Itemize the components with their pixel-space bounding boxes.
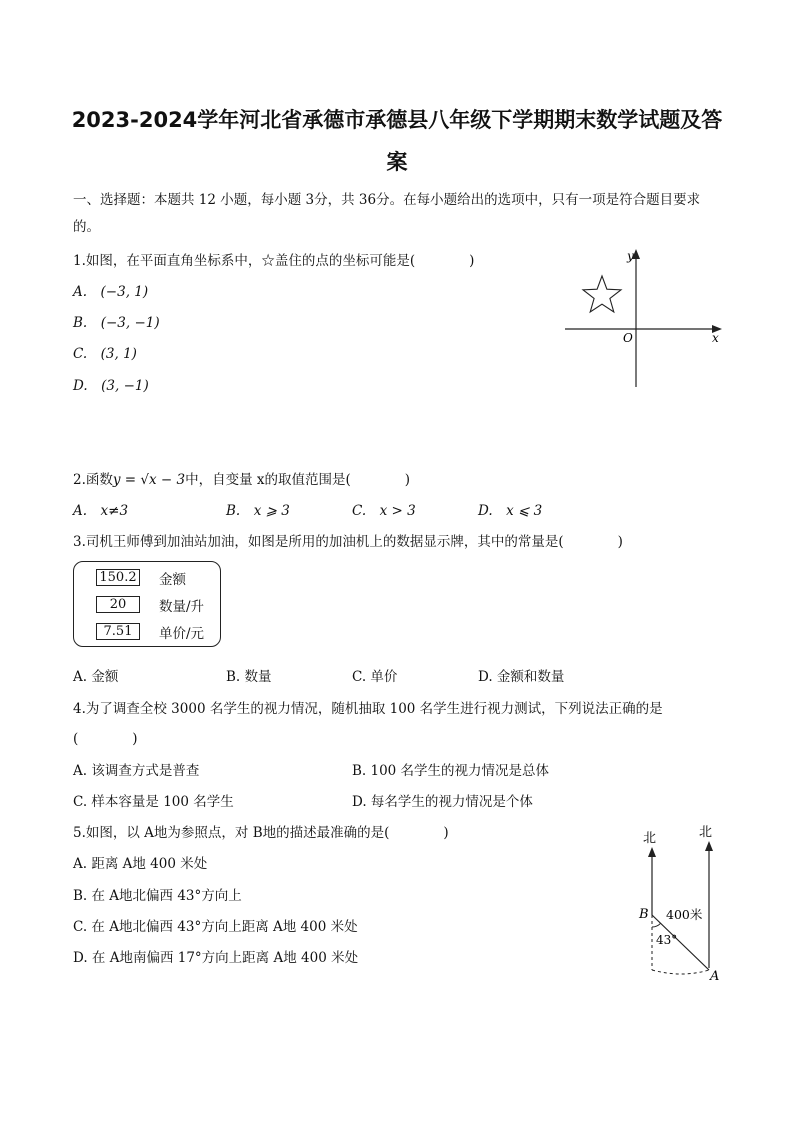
angle-arc-a	[652, 970, 709, 974]
quantity-value: 20	[96, 596, 140, 613]
question-5-option-a: A. 距离 A地 400 米处	[73, 856, 208, 872]
question-3-option-b: B. 数量	[226, 669, 272, 685]
section-heading: 一、选择题：本题共 12 小题，每小题 3分，共 36分。在每小题给出的选项中，只有一项是符合题目要求	[73, 192, 701, 208]
question-1-option-d: D. (3, −1)	[73, 378, 149, 394]
north-label-right: 北	[699, 825, 713, 840]
unit-price-label: 单价/元	[159, 626, 205, 642]
north-arrow-b-icon	[648, 847, 656, 857]
question-3-stem: 3.司机王师傅到加油站加油，如图是所用的加油机上的数据显示牌，其中的常量是( )	[73, 534, 623, 550]
question-2-option-b: B. x ⩾ 3	[226, 503, 290, 519]
question-4-option-d: D. 每名学生的视力情况是个体	[352, 794, 533, 810]
star-icon	[583, 276, 621, 312]
unit-price-value: 7.51	[96, 623, 140, 640]
origin-label: O	[623, 331, 633, 345]
point-b-label: B	[639, 907, 649, 922]
question-3-option-c: C. 单价	[352, 669, 398, 685]
angle-label: 43°	[656, 933, 678, 947]
question-1-stem: 1.如图，在平面直角坐标系中，☆盖住的点的坐标可能是( )	[73, 253, 475, 269]
question-2-option-d: D. x ⩽ 3	[478, 503, 543, 519]
question-4-option-b: B. 100 名学生的视力情况是总体	[352, 763, 550, 779]
amount-label: 金额	[159, 572, 186, 588]
point-a-label: A	[710, 969, 720, 984]
question-5-option-b: B. 在 A地北偏西 43°方向上	[73, 888, 242, 904]
page-title: 2023-2024学年河北省承德市承德县八年级下学期期末数学试题及答	[71, 108, 723, 132]
y-axis-label: y	[627, 249, 634, 263]
question-2-formula: y = √x − 3	[112, 472, 186, 488]
question-5-stem: 5.如图，以 A地为参照点，对 B地的描述最准确的是( )	[73, 825, 449, 841]
section-heading-continued: 的。	[73, 219, 100, 235]
distance-label: 400米	[666, 907, 703, 922]
question-5-option-d: D. 在 A地南偏西 17°方向上距离 A地 400 米处	[73, 950, 359, 966]
question-4-stem-continued: ( )	[73, 731, 138, 747]
question-4-stem: 4.为了调查全校 3000 名学生的视力情况，随机抽取 100 名学生进行视力测试，下列说法正确的是	[73, 701, 663, 717]
question-2-option-c: C. x > 3	[352, 503, 416, 519]
question-3-option-a: A. 金额	[73, 669, 119, 685]
question-2-stem	[73, 468, 410, 488]
question-2-suffix: 中，自变量 x的取值范围是( )	[185, 472, 411, 488]
question-5-option-c: C. 在 A地北偏西 43°方向上距离 A地 400 米处	[73, 919, 358, 935]
page-title-continued: 案	[386, 150, 408, 174]
question-1-option-a: A. (−3, 1)	[73, 284, 149, 300]
north-arrow-a-icon	[705, 841, 713, 851]
x-axis-label: x	[712, 331, 719, 345]
coordinate-figure	[560, 245, 730, 395]
question-1-option-c: C. (3, 1)	[73, 346, 137, 362]
question-4-option-c: C. 样本容量是 100 名学生	[73, 794, 234, 810]
question-2-prefix: 2.函数	[73, 472, 113, 488]
question-1-option-b: B. (−3, −1)	[73, 315, 160, 331]
fuel-pump-display	[73, 561, 221, 647]
quantity-label: 数量/升	[159, 599, 205, 615]
question-4-option-a: A. 该调查方式是普查	[73, 763, 200, 779]
angle-arc-b	[652, 923, 661, 927]
question-3-option-d: D. 金额和数量	[478, 669, 565, 685]
amount-value: 150.2	[96, 569, 140, 586]
direction-figure	[630, 820, 730, 985]
question-2-option-a: A. x≠3	[73, 503, 129, 519]
north-label-left: 北	[643, 831, 657, 846]
